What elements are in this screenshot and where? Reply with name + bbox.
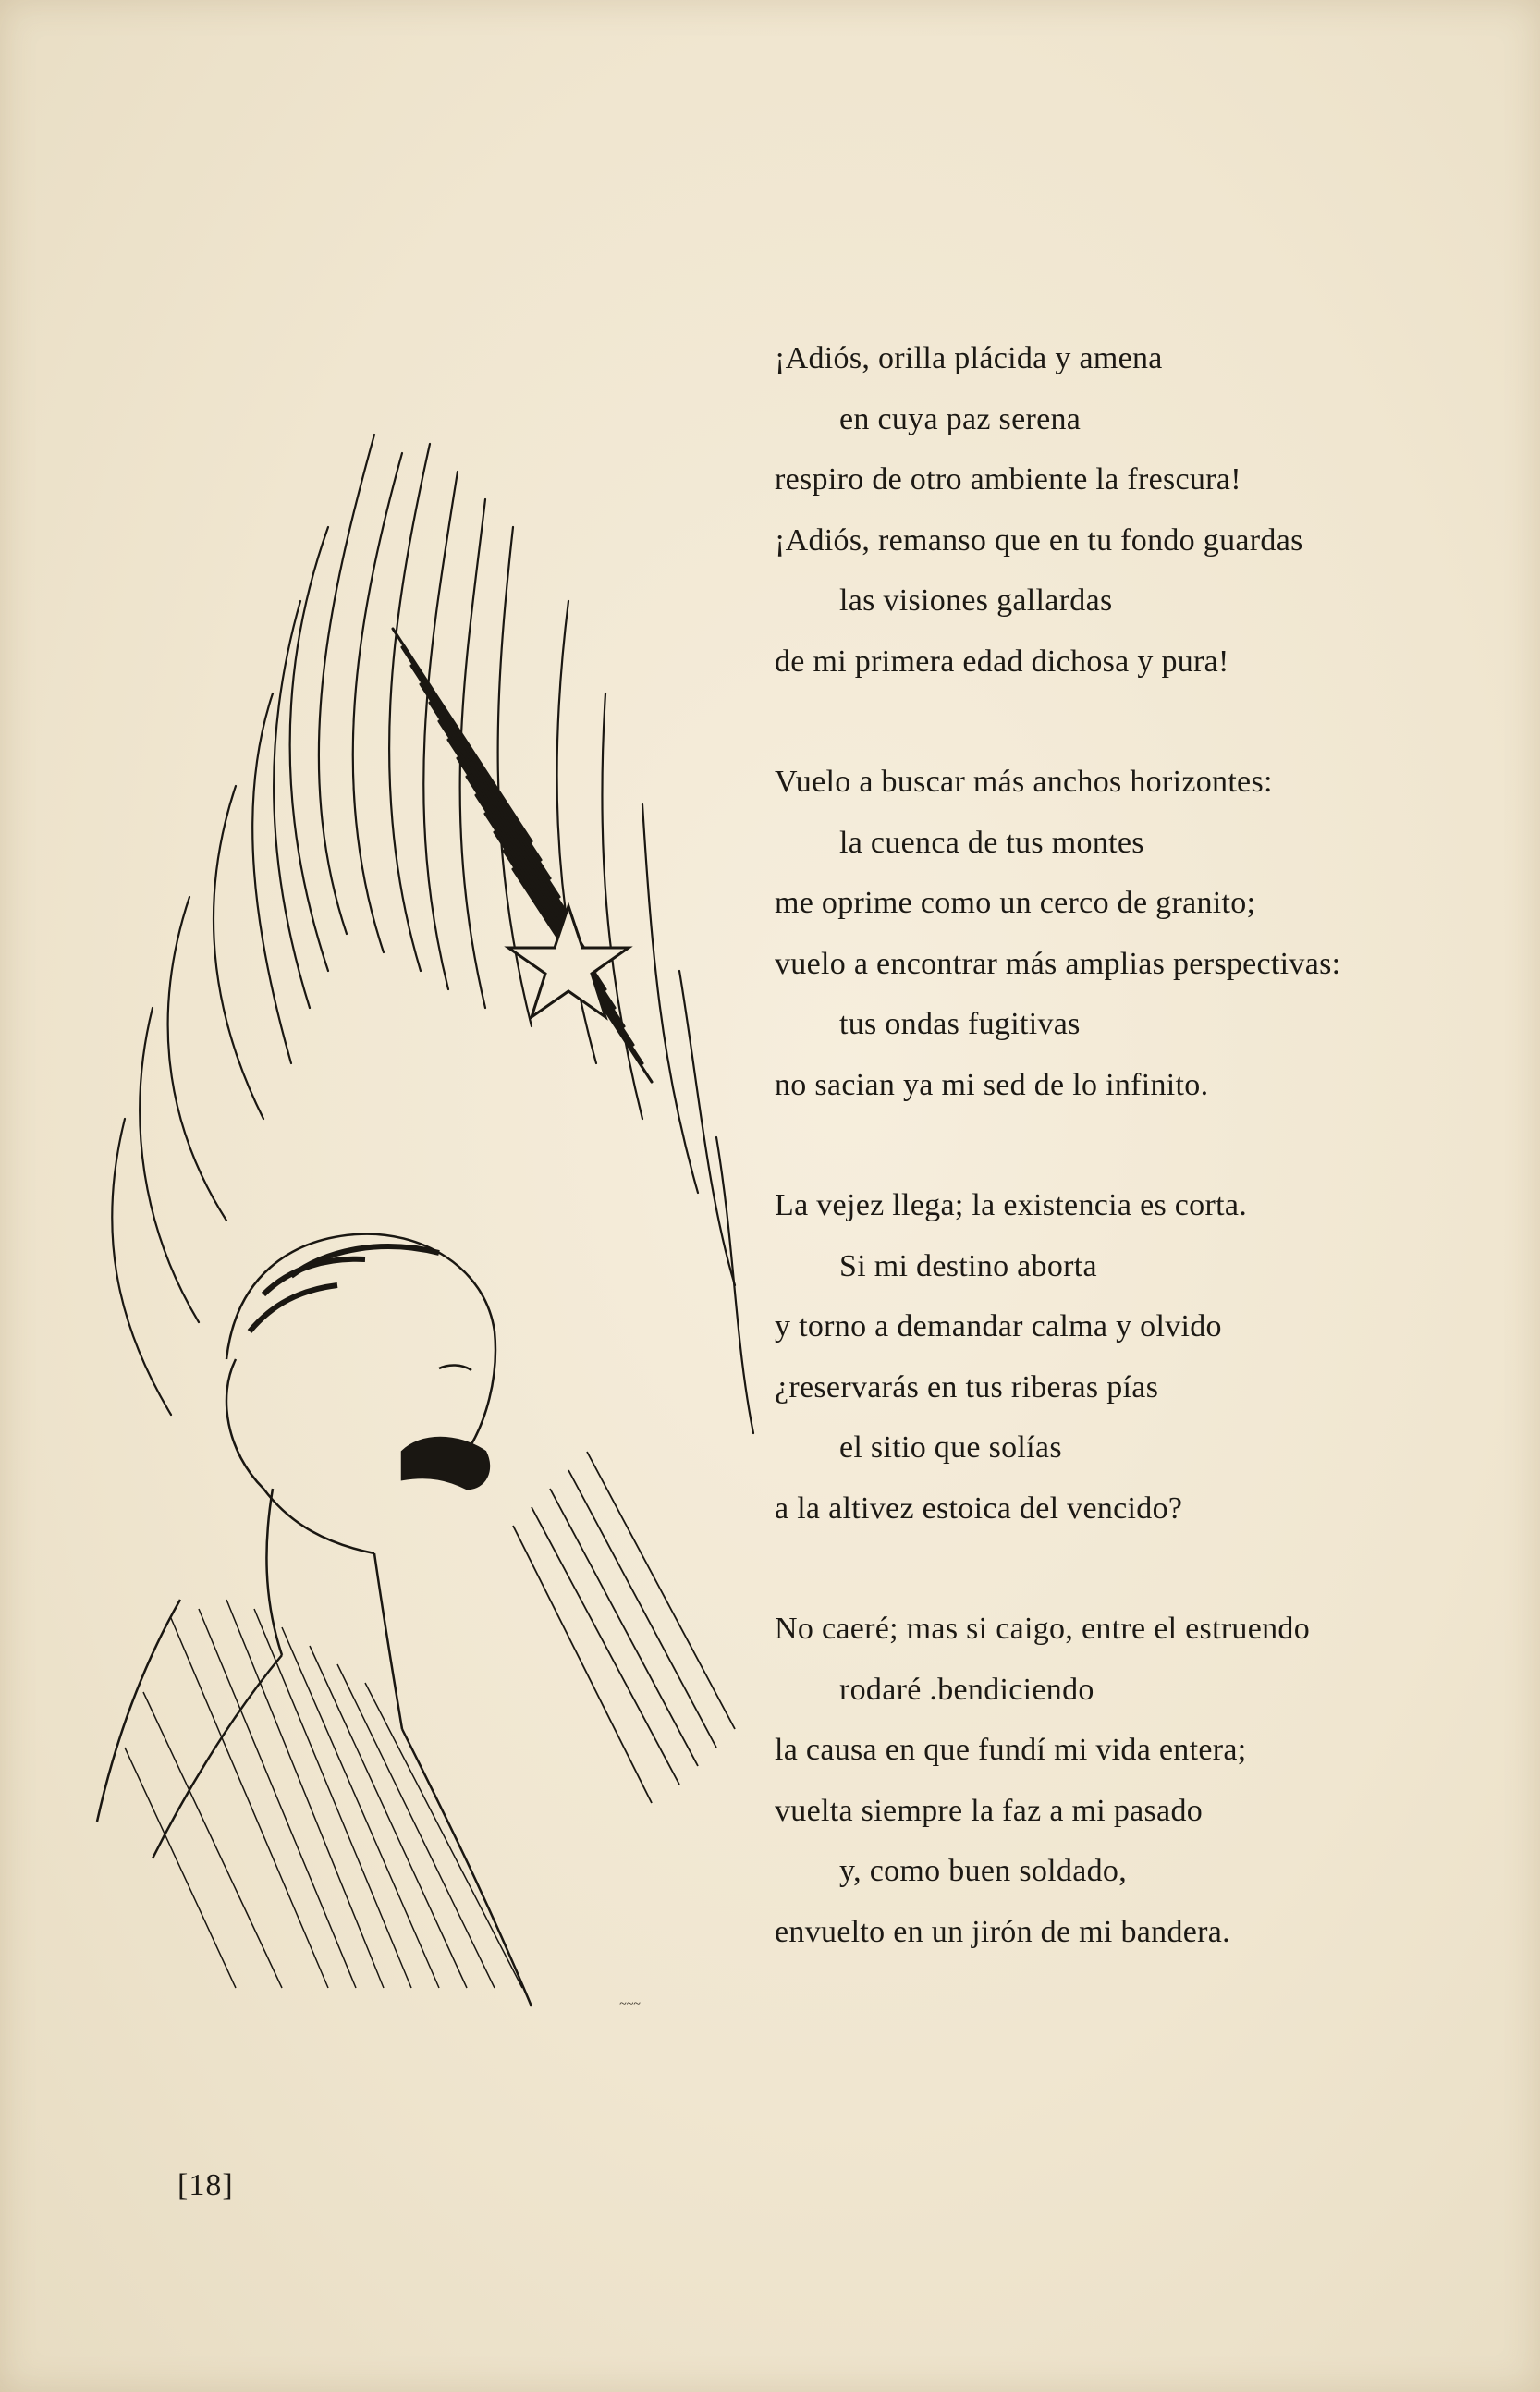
- poem-line: envuelto en un jirón de mi bandera.: [775, 1914, 1230, 1949]
- poem-line: tus ondas fugitivas: [839, 1007, 1081, 1041]
- poem-line: vuelta siempre la faz a mi pasado: [775, 1793, 1204, 1828]
- poem-line: la cuenca de tus montes: [839, 825, 1144, 860]
- stanza-4: [775, 1599, 1505, 1962]
- flag-dark-band: [393, 629, 652, 1082]
- poem-line: el sitio que solías: [839, 1430, 1062, 1465]
- portrait-illustration: [51, 416, 772, 2071]
- poem-line: y, como buen soldado,: [839, 1854, 1127, 1888]
- poem-line: Vuelo a buscar más anchos horizontes:: [775, 765, 1273, 799]
- poem-line: Si mi destino aborta: [839, 1248, 1097, 1283]
- poem-line: No caeré; mas si caigo, entre el estruendo: [775, 1612, 1311, 1646]
- poem-line: ¡Adiós, remanso que en tu fondo guardas: [775, 522, 1303, 558]
- poem-line: en cuya paz serena: [839, 401, 1082, 436]
- poem-line: ¡Adiós, orilla plácida y amena: [775, 341, 1163, 375]
- poem-line: a la altivez estoica del vencido?: [775, 1490, 1183, 1526]
- stanza-1: [775, 328, 1505, 692]
- stanza-2: [775, 752, 1505, 1115]
- poem-line: rodaré .bendiciendo: [839, 1672, 1094, 1707]
- poem-line: vuelo a encontrar más amplias perspectivas:: [775, 946, 1341, 981]
- poem-line: de mi primera edad dichosa y pura!: [775, 644, 1229, 679]
- poem-line: me oprime como un cerco de granito;: [775, 886, 1256, 920]
- poem-line: respiro de otro ambiente la frescura!: [775, 462, 1241, 497]
- poem: [775, 328, 1505, 2022]
- poem-line: La vejez llega; la existencia es corta.: [775, 1188, 1248, 1222]
- flag-drawing: [112, 435, 753, 1433]
- man-portrait: [97, 1234, 735, 2006]
- poem-line: no sacian ya mi sed de lo infinito.: [775, 1067, 1209, 1102]
- page-number: [18]: [177, 2168, 234, 2202]
- poem-line: y torno a demandar calma y olvido: [775, 1309, 1222, 1343]
- poem-line: ¿reservarás en tus riberas pías: [775, 1369, 1159, 1405]
- stanza-3: [775, 1175, 1505, 1539]
- poem-line: las visiones gallardas: [839, 583, 1113, 618]
- artist-signature: ~~~: [619, 1997, 641, 2011]
- poem-line: la causa en que fundí mi vida entera;: [775, 1733, 1247, 1767]
